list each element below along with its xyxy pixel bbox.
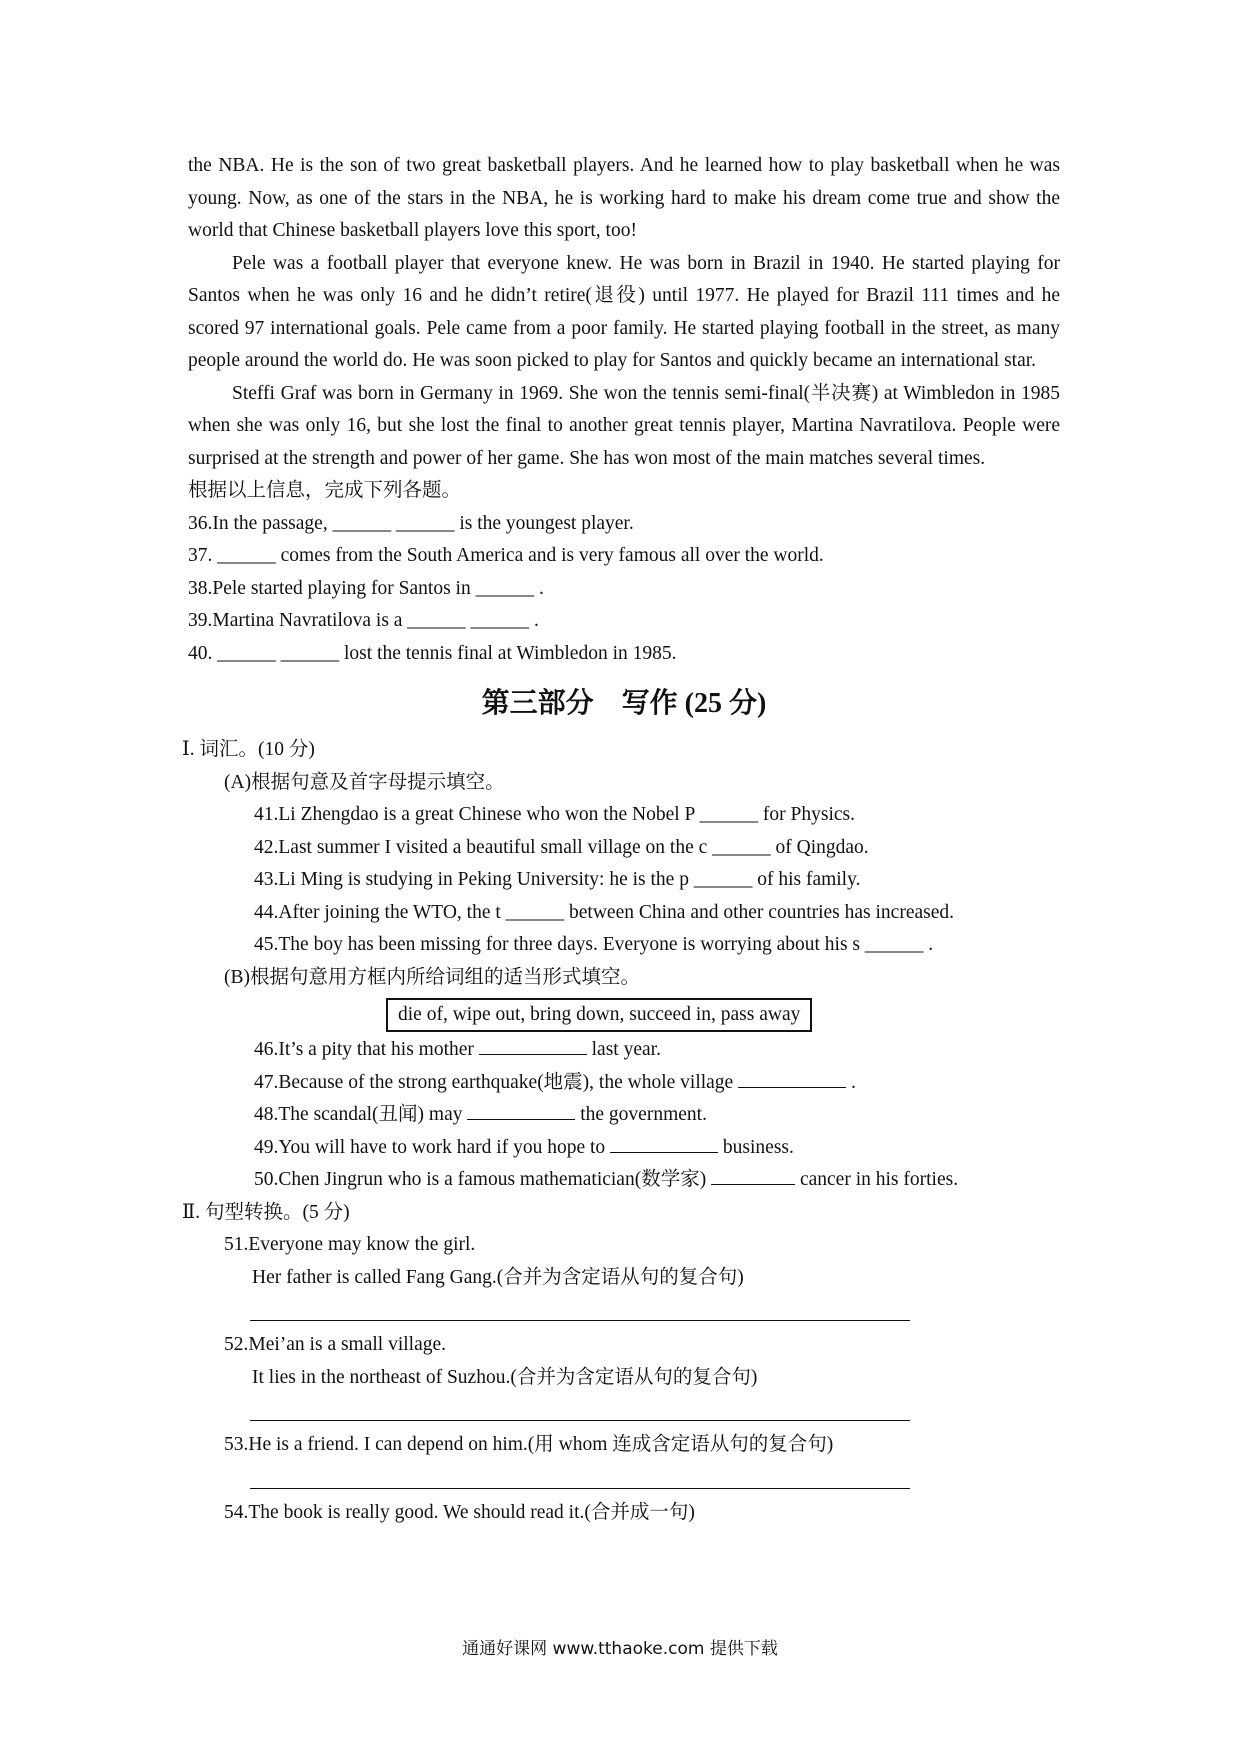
vocab-part-b-instruction: (B)根据句意用方框内所给词组的适当形式填空。	[224, 966, 640, 988]
question-48	[254, 1099, 1060, 1132]
question-47	[254, 1067, 1060, 1100]
answer-blank-46[interactable]	[479, 1036, 587, 1055]
question-49-text: 49.You will have to work hard if you hope to	[254, 1136, 611, 1158]
vocab-part-a-instruction: (A)根据句意及首字母提示填空。	[224, 771, 505, 793]
answer-blank-50[interactable]	[711, 1166, 795, 1185]
answer-blank-48[interactable]	[467, 1101, 575, 1120]
answer-blank-47[interactable]	[738, 1069, 846, 1088]
question-51-sentence-1: 51.Everyone may know the girl.	[224, 1234, 476, 1255]
vocab-heading: Ⅰ. 词汇。(10 分)	[182, 739, 315, 760]
reading-instruction: 根据以上信息，完成下列各题。	[188, 480, 462, 501]
question-48-text: 48.The scandal(丑闻) may	[254, 1104, 468, 1125]
question-47-text: 47.Because of the strong earthquake(地震), the whole village	[254, 1071, 739, 1093]
question-37: 37. ______ comes from the South America and is very famous all over the world.	[188, 545, 824, 566]
question-53: 53.He is a friend. I can depend on him.(用 whom 连成含定语从句的复合句)	[224, 1434, 834, 1455]
question-47-tail: .	[850, 1071, 856, 1093]
word-box: die of, wipe out, bring down, succeed in, pass away	[386, 998, 812, 1032]
answer-blank-49[interactable]	[610, 1134, 718, 1153]
passage-paragraph-3: Steffi Graf was born in Germany in 1969. She won the tennis semi-final(半决赛) at Wimbledon in 1985 when she was only 16, but she lost the final to another great tennis player, Martina Navratilova. People were surprised at the strength and power of her game. She has won most of the main matches several times.	[188, 382, 1060, 469]
question-50	[254, 1164, 1060, 1197]
question-52-sentence-1: 52.Mei’an is a small village.	[224, 1334, 447, 1355]
question-46-text: 46.It’s a pity that his mother	[254, 1039, 479, 1060]
question-46	[254, 1034, 1060, 1067]
section-title: 第三部分 写作 (25 分)	[481, 688, 767, 719]
question-52-sentence-2: It lies in the northeast of Suzhou.(合并为含定语从句的复合句)	[252, 1366, 758, 1388]
document-page	[182, 150, 1060, 1529]
passage-paragraph-1: the NBA. He is the son of two great basketball players. And he learned how to play basketball when he was young. Now, as one of the stars in the NBA, he is working hard to make his dream come true and show the world that Chinese basketball players love this sport, too!	[188, 155, 1060, 241]
question-39: 39.Martina Navratilova is a ______ ______ .	[188, 610, 539, 631]
question-49	[254, 1132, 1060, 1165]
word-box-container	[386, 998, 1060, 1032]
question-41: 41.Li Zhengdao is a great Chinese who won the Nobel P ______ for Physics.	[254, 804, 855, 825]
question-49-tail: business.	[722, 1136, 794, 1158]
question-42: 42.Last summer I visited a beautiful small village on the c ______ of Qingdao.	[254, 836, 869, 858]
transform-heading: Ⅱ. 句型转换。(5 分)	[182, 1201, 350, 1223]
answer-line-52[interactable]	[250, 1394, 910, 1421]
answer-line-51[interactable]	[250, 1294, 910, 1321]
question-50-tail: cancer in his forties.	[799, 1169, 959, 1190]
question-48-tail: the government.	[580, 1104, 707, 1125]
question-46-tail: last year.	[591, 1039, 661, 1060]
footer-watermark: 通通好课网 www.tthaoke.com 提供下载	[462, 1639, 778, 1659]
question-45: 45.The boy has been missing for three days. Everyone is worrying about his s ______ .	[254, 934, 934, 955]
question-54: 54.The book is really good. We should read it.(合并成一句)	[224, 1501, 695, 1523]
question-40: 40. ______ ______ lost the tennis final at Wimbledon in 1985.	[188, 642, 677, 664]
question-43: 43.Li Ming is studying in Peking University: he is the p ______ of his family.	[254, 869, 861, 890]
question-51-sentence-2: Her father is called Fang Gang.(合并为含定语从句的复合句)	[252, 1266, 744, 1288]
answer-line-53[interactable]	[250, 1462, 910, 1489]
question-44: 44.After joining the WTO, the t ______ between China and other countries has increased.	[254, 901, 955, 923]
passage-paragraph-2: Pele was a football player that everyone knew. He was born in Brazil in 1940. He started playing for Santos when he was only 16 and he didn’t retire(退役) until 1977. He played for Brazil 111 times and he scored 97 international goals. Pele came from a poor family. He started playing football in the street, as many people around the world do. He was soon picked to play for Santos and quickly became an international star.	[188, 252, 1060, 371]
question-50-text: 50.Chen Jingrun who is a famous mathematician(数学家)	[254, 1169, 712, 1190]
question-36: 36.In the passage, ______ ______ is the youngest player.	[188, 512, 634, 534]
question-38: 38.Pele started playing for Santos in ______ .	[188, 577, 544, 599]
